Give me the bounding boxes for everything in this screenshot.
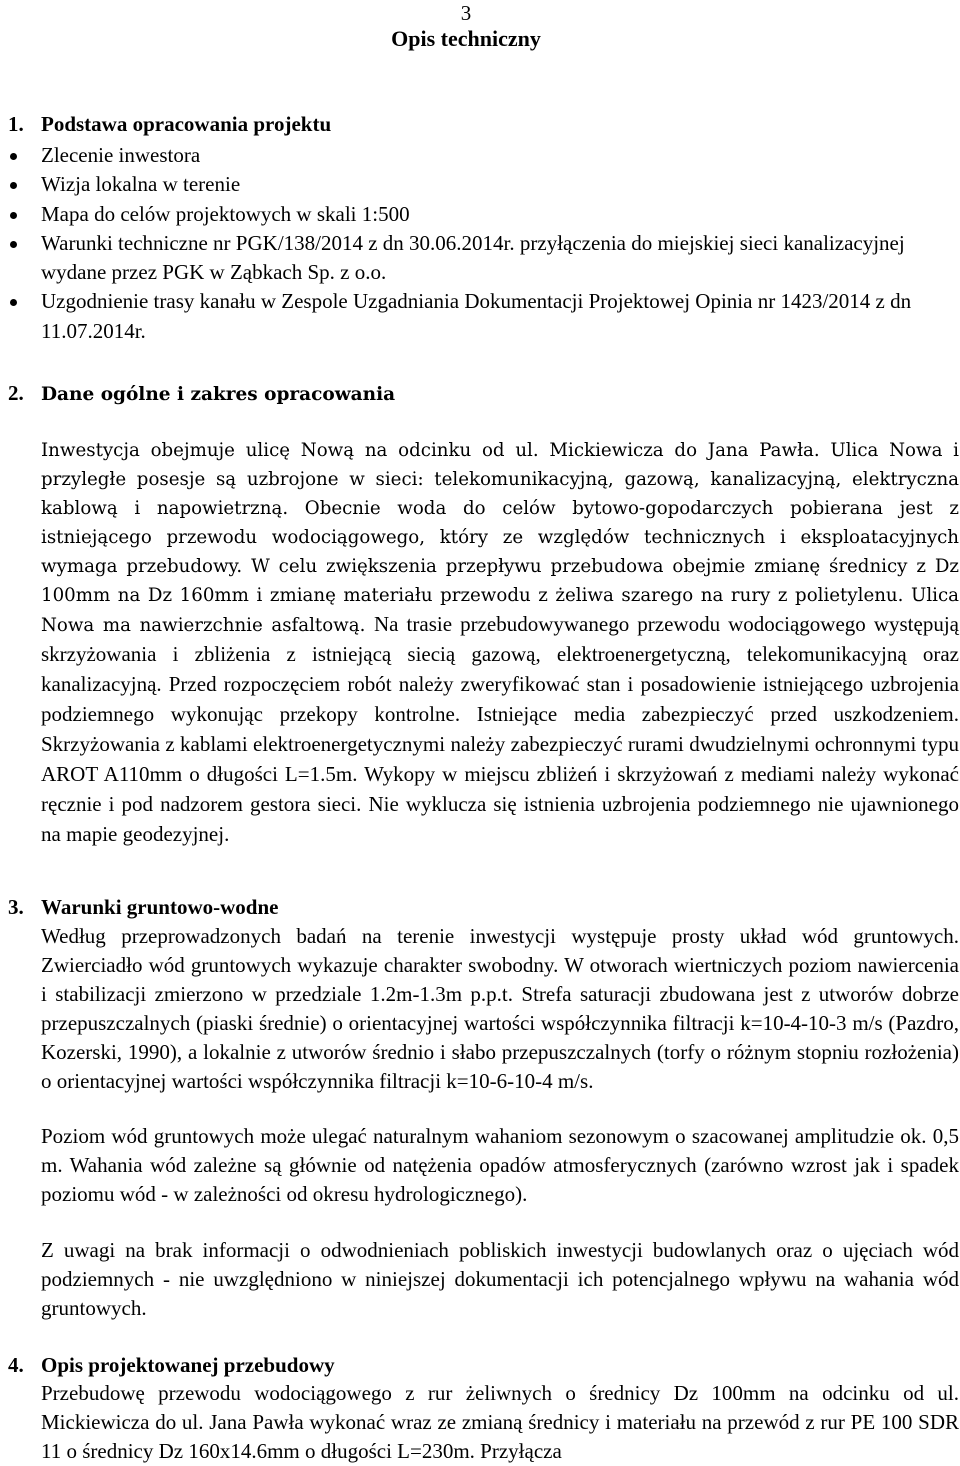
section-3-number: 3. [8, 895, 24, 919]
section-2-text-continued: Na trasie przebudowywanego przewodu wodociągowego występują skrzyżowania i zbliżenia z istniejącą siecią gazową, elektroenergetyczną, telekomunikacyjną oraz kanalizacyjną. Przed rozpoczęciem robót należy zweryfikować stan i posadowienie istniejącego uzbrojenia podziemnego wykonując przekopy kontrolne. Istniejące media zabezpieczyć przed uszkodzeniem. Skrzyżowania z kablami elektroenergetycznymi należy zabezpieczyć rurami dwudzielnymi ochronnymi typu AROT A110mm o długości L=1.5m. Wykopy w miejscu zbliżeń i skrzyżowań z mediami należy wykonać ręcznie i pod nadzorem gestora sieci. Nie wyklucza się istnienia uzbrojenia podziemnego nie ujawnionego na mapie geodezyjnej. [41, 612, 959, 846]
list-item: Zlecenie inwestora [0, 141, 960, 170]
section-1-title: Podstawa opracowania projektu [41, 112, 332, 136]
page-title: Opis techniczny [391, 26, 541, 51]
section-2-text: Inwestycja obejmuje ulicę Nową na odcinku od ul. Mickiewicza do Jana Pawła. Ulica Nowa i przyległe posesje są uzbrojone w sieci: telekomunikacyjną, gazową, kanalizacyjną, elektryczna kablową i napowietrzną. Obecnie woda do celów bytowo-gopodarczych pobierana jest z istniejącego przewodu wodociągowego, który ze względów technicznych i eksploatacyjnych wymaga przebudowy. W celu zwiększenia przepływu przebudowa obejmie zmianę średnicy z Dz 100mm na Dz 160mm i zmianę materiału przewodu z żeliwa szarego na rury z polietylenu. Ulica Nowa ma nawierzchnie asfaltową. [41, 440, 959, 636]
section-4-title: Opis projektowanej przebudowy [41, 1353, 335, 1377]
section-2-body [41, 436, 959, 850]
section-4-heading [8, 1351, 335, 1379]
section-4-number: 4. [8, 1353, 24, 1377]
list-item: Mapa do celów projektowych w skali 1:500 [0, 200, 960, 229]
section-3-heading [8, 893, 278, 921]
section-3-title: Warunki gruntowo-wodne [41, 895, 279, 919]
section-1-number: 1. [8, 112, 24, 136]
section-1-bullet-list [0, 141, 960, 346]
section-1-heading [8, 110, 331, 138]
bullet-icon [10, 241, 17, 248]
bullet-icon [10, 212, 17, 219]
bullet-icon [10, 182, 17, 189]
section-2-number: 2. [8, 381, 24, 405]
section-4-body: Przebudowę przewodu wodociągowego z rur żeliwnych o średnicy Dz 100mm na odcinku od ul. Mickiewicza do ul. Jana Pawła wykonać wraz ze zmianą średnicy i materiału na przewód z rur PE 100 SDR 11 o średnicy Dz 160x14.6mm o długości L=230m. Przyłącza [41, 1381, 959, 1463]
bullet-icon [10, 153, 17, 160]
list-item: Warunki techniczne nr PGK/138/2014 z dn 30.06.2014r. przyłączenia do miejskiej sieci kanalizacyjnej wydane przez PGK w Ząbkach Sp. z o.o. [0, 229, 960, 288]
section-3-paragraph-1: Według przeprowadzonych badań na terenie inwestycji występuje prosty układ wód gruntowych. Zwierciadło wód gruntowych wykazuje charakter swobodny. W otworach wiertniczych poziom nawiercenia i stabilizacji zmierzono w przedziale 1.2m-1.3m p.p.t. Strefa saturacji zbudowana jest z utworów dobrze przepuszczalnych (piaski średnie) o orientacyjnej wartości współczynnika filtracji k=10-4-10-3 m/s (Pazdro, Kozerski, 1990), a lokalnie z utworów średnio i słabo przepuszczalnych (torfy o różnym stopniu rozłożenia) o orientacyjnej wartości współczynnika filtracji k=10-6-10-4 m/s. [41, 924, 959, 1093]
section-2-heading [8, 379, 395, 409]
page-number: 3 [460, 1, 472, 25]
section-2-title: Dane ogólne i zakres opracowania [41, 384, 396, 405]
section-3-paragraph-3: Z uwagi na brak informacji o odwodnieniach pobliskich inwestycji budowlanych oraz o ujęciach wód podziemnych - nie uwzględniono w niniejszej dokumentacji ich potencjalnego wpływu na wahania wód gruntowych. [41, 1238, 959, 1320]
section-3-paragraph-2: Poziom wód gruntowych może ulegać naturalnym wahaniom sezonowym o szacowanej amplitudzie ok. 0,5 m. Wahania wód zależne są głównie od natężenia opadów atmosferycznych (zarówno wzrost jak i spadek poziomu wód - w zależności od okresu hydrologicznego). [41, 1124, 959, 1206]
bullet-icon [10, 299, 17, 306]
list-item: Uzgodnienie trasy kanału w Zespole Uzgadniania Dokumentacji Projektowej Opinia nr 1423/2014 z dn 11.07.2014r. [0, 287, 960, 346]
list-item: Wizja lokalna w terenie [0, 170, 960, 199]
